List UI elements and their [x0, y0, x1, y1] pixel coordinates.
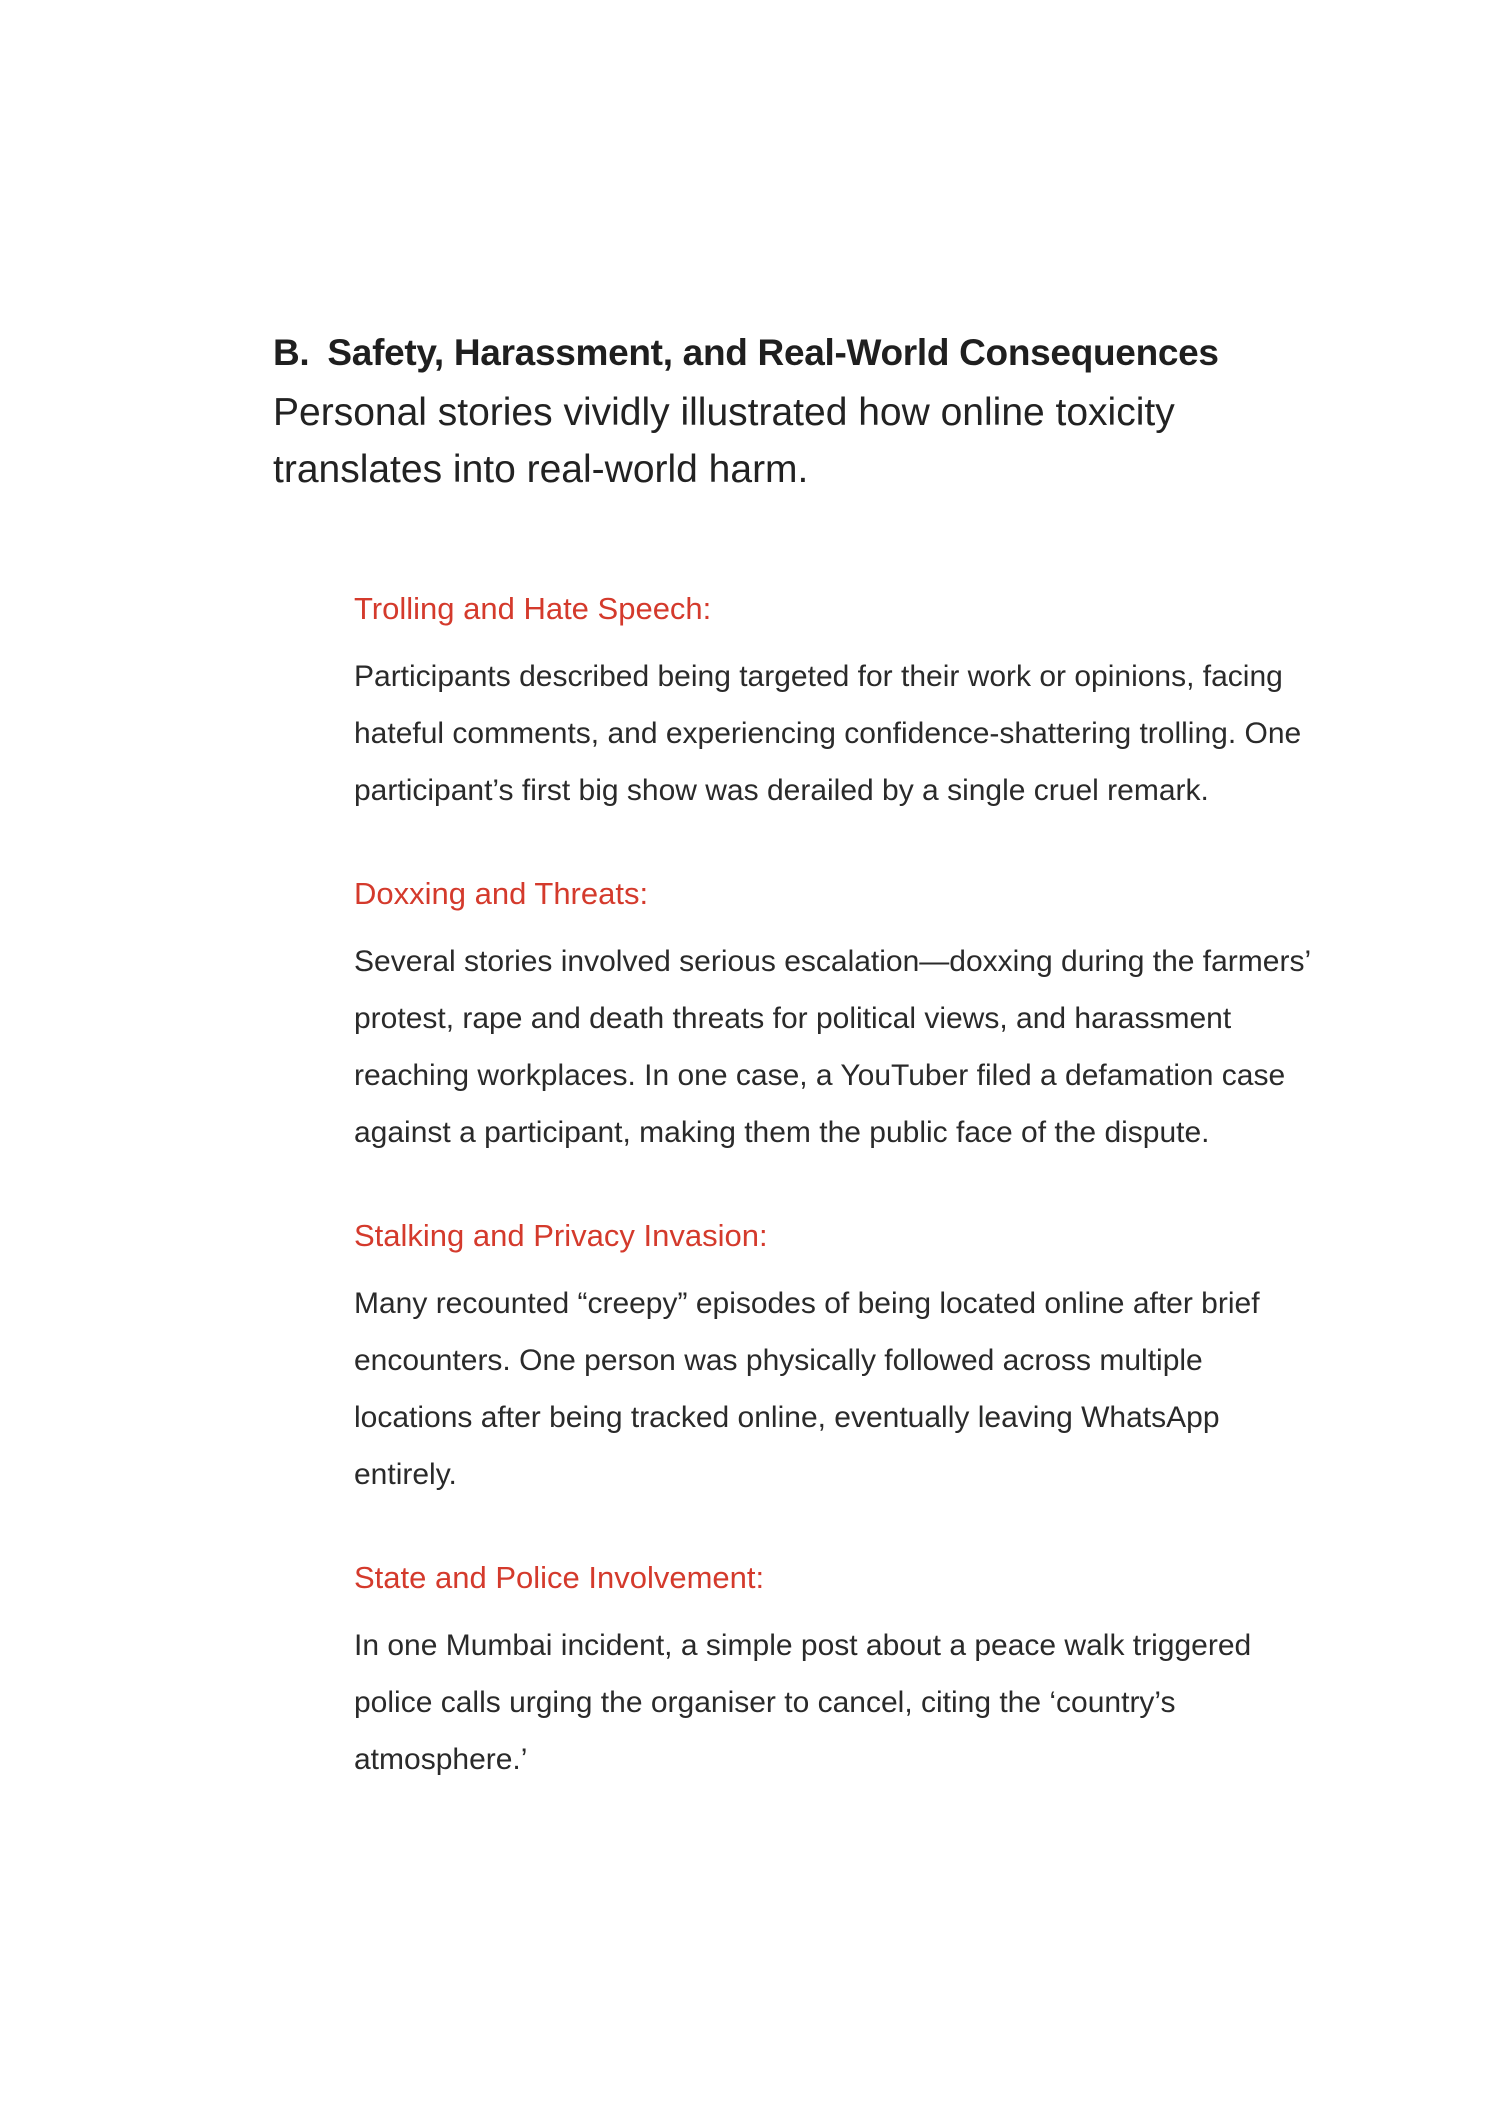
finding-body: Many recounted “creepy” episodes of being located online after brief encounters. One person was physically followed across multiple locations after being tracked online, eventually leaving WhatsApp entirely.: [354, 1287, 1260, 1491]
section-header: [273, 328, 1313, 498]
section-heading: [273, 328, 1313, 378]
section-letter: B.: [273, 332, 310, 373]
section-title: Safety, Harassment, and Real-World Consequences: [327, 332, 1219, 373]
finding-heading: Trolling and Hate Speech:: [354, 591, 712, 626]
finding-trolling: [354, 590, 1314, 819]
finding-heading: Stalking and Privacy Invasion:: [354, 1218, 768, 1253]
finding-body: Several stories involved serious escalation—doxxing during the farmers’ protest, rape and death threats for political views, and harassment reaching workplaces. In one case, a YouTuber filed a defamation case against a participant, making them the public face of the dispute.: [354, 945, 1311, 1149]
finding-body: In one Mumbai incident, a simple post about a peace walk triggered police calls urging the organiser to cancel, citing the ‘country’s atmosphere.’: [354, 1629, 1252, 1776]
finding-body: Participants described being targeted for their work or opinions, facing hateful comments, and experiencing confidence-shattering trolling. One participant’s first big show was derailed by a single cruel remark.: [354, 660, 1302, 807]
finding-state-police: [354, 1559, 1314, 1788]
finding-stalking: [354, 1217, 1314, 1503]
section-intro: Personal stories vividly illustrated how online toxicity translates into real-world harm.: [273, 391, 1175, 491]
finding-doxxing: [354, 875, 1314, 1161]
findings-list: [354, 590, 1314, 1844]
finding-heading: State and Police Involvement:: [354, 1560, 765, 1595]
finding-heading: Doxxing and Threats:: [354, 876, 649, 911]
